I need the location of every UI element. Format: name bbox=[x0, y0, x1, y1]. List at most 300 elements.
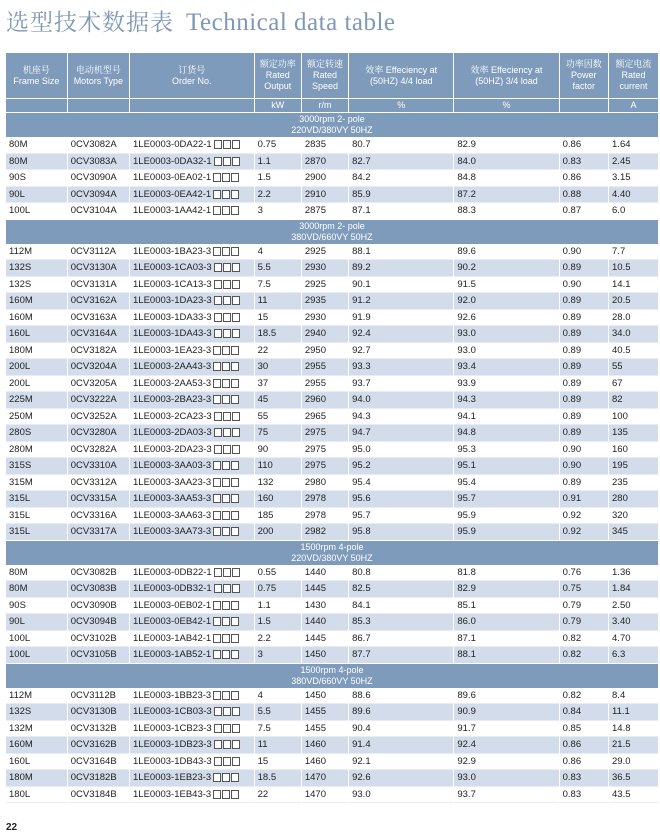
table-cell bbox=[6, 737, 67, 754]
cell-value: 29.0 bbox=[612, 755, 631, 767]
table-cell bbox=[559, 753, 608, 770]
table-cell bbox=[349, 425, 454, 442]
table-cell bbox=[67, 326, 129, 343]
cell-value: 2975 bbox=[304, 460, 326, 472]
cell-value: 1LE0003-0EB02-1 bbox=[133, 599, 212, 611]
table-cell bbox=[349, 186, 454, 203]
table-cell bbox=[454, 186, 559, 203]
table-row bbox=[6, 186, 658, 203]
order-option-boxes bbox=[213, 475, 240, 490]
table-cell bbox=[130, 359, 255, 376]
cell-value: 7.7 bbox=[612, 245, 626, 257]
table-cell bbox=[454, 137, 559, 153]
option-box-icon bbox=[231, 527, 239, 536]
cell-value: 0CV3312A bbox=[70, 476, 117, 488]
cell-value: 3.40 bbox=[612, 616, 631, 628]
table-cell bbox=[301, 491, 348, 508]
cell-value: 92.0 bbox=[457, 295, 476, 307]
table-cell bbox=[67, 647, 129, 664]
table-row bbox=[6, 565, 658, 581]
option-box-icon bbox=[213, 773, 221, 782]
option-box-icon bbox=[232, 140, 240, 149]
table-cell bbox=[254, 359, 301, 376]
cell-value: 22 bbox=[257, 788, 269, 800]
table-cell bbox=[67, 614, 129, 631]
table-cell bbox=[609, 293, 658, 310]
table-cell bbox=[67, 293, 129, 310]
table-cell bbox=[130, 786, 255, 803]
option-box-icon bbox=[232, 412, 240, 421]
table-cell bbox=[609, 276, 658, 293]
cell-value: 87.2 bbox=[457, 188, 476, 200]
cell-value: 0.79 bbox=[562, 616, 582, 628]
table-cell bbox=[6, 491, 67, 508]
table-cell bbox=[609, 408, 658, 425]
table-cell bbox=[6, 260, 67, 277]
cell-value: 55 bbox=[612, 361, 623, 373]
cell-value: 0CV3094B bbox=[70, 616, 117, 628]
table-row bbox=[6, 737, 658, 754]
table-cell bbox=[609, 170, 658, 187]
cell-value: 2975 bbox=[304, 443, 326, 455]
cell-value: 0.86 bbox=[562, 139, 582, 151]
cell-value: 2.45 bbox=[612, 155, 631, 167]
table-cell bbox=[454, 704, 559, 721]
table-cell bbox=[254, 581, 301, 598]
table-cell bbox=[609, 720, 658, 737]
cell-value: 92.9 bbox=[457, 755, 476, 767]
cell-value: 0.83 bbox=[562, 772, 582, 784]
order-option-boxes bbox=[214, 442, 241, 457]
cell-value: 30 bbox=[257, 361, 269, 373]
option-box-icon bbox=[231, 494, 239, 503]
table-cell bbox=[254, 458, 301, 475]
cell-value: 1LE0003-0DB32-1 bbox=[133, 583, 212, 595]
table-row bbox=[6, 359, 658, 376]
cell-value: 0CV3102B bbox=[70, 632, 117, 644]
cell-value: 0.89 bbox=[562, 394, 582, 406]
cell-value: 1LE0003-1CB03-3 bbox=[133, 706, 212, 718]
option-box-icon bbox=[231, 691, 239, 700]
order-option-boxes bbox=[214, 754, 241, 769]
table-cell bbox=[609, 203, 658, 220]
table-cell bbox=[559, 375, 608, 392]
cell-value: 88.1 bbox=[352, 245, 371, 257]
cell-value: 0.89 bbox=[562, 262, 582, 274]
cell-value: 93.3 bbox=[352, 361, 371, 373]
cell-value: 84.1 bbox=[352, 599, 371, 611]
option-box-icon bbox=[231, 511, 239, 520]
table-cell bbox=[609, 491, 658, 508]
order-option-boxes bbox=[213, 524, 240, 539]
table-cell bbox=[254, 375, 301, 392]
cell-value: 160 bbox=[257, 493, 274, 505]
table-cell bbox=[6, 474, 67, 491]
cell-value: 1LE0003-1BA23-3 bbox=[133, 245, 212, 257]
table-cell bbox=[349, 614, 454, 631]
option-box-icon bbox=[231, 601, 239, 610]
unit-cell: kW bbox=[254, 99, 301, 113]
option-box-icon bbox=[232, 280, 240, 289]
cell-value: 92.4 bbox=[457, 739, 476, 751]
cell-value: 160 bbox=[612, 443, 628, 455]
table-cell bbox=[6, 720, 67, 737]
option-box-icon bbox=[214, 757, 222, 766]
option-box-icon bbox=[231, 395, 239, 404]
table-cell bbox=[254, 630, 301, 647]
cell-value: 93.0 bbox=[457, 772, 476, 784]
column-header-cn: 额定电流 bbox=[615, 59, 652, 69]
cell-value: 0.83 bbox=[562, 788, 582, 800]
option-box-icon bbox=[232, 757, 240, 766]
table-cell bbox=[559, 688, 608, 704]
table-cell bbox=[559, 276, 608, 293]
cell-value: 90.2 bbox=[457, 262, 476, 274]
option-box-icon bbox=[231, 617, 239, 626]
cell-value: 94.3 bbox=[352, 410, 371, 422]
option-box-icon bbox=[222, 790, 230, 799]
option-box-icon bbox=[213, 362, 221, 371]
option-box-icon bbox=[231, 634, 239, 643]
cell-value: 92.6 bbox=[457, 311, 476, 323]
column-header-cn: 机座号 bbox=[22, 64, 50, 75]
cell-value: 3.15 bbox=[612, 172, 631, 184]
option-box-icon bbox=[232, 740, 240, 749]
table-cell bbox=[559, 507, 608, 524]
table-cell bbox=[609, 137, 658, 153]
table-cell bbox=[130, 408, 255, 425]
cell-value: 1LE0003-1DA43-3 bbox=[133, 328, 212, 340]
cell-value: 6.0 bbox=[612, 205, 626, 217]
table-row bbox=[6, 309, 658, 326]
table-cell bbox=[454, 581, 559, 598]
cell-value: 7.5 bbox=[257, 722, 271, 734]
cell-value: 0CV3132B bbox=[70, 722, 117, 734]
order-option-boxes bbox=[214, 704, 241, 719]
table-cell bbox=[67, 137, 129, 153]
unit-cell: % bbox=[454, 99, 559, 113]
table-row bbox=[6, 474, 658, 491]
option-box-icon bbox=[222, 173, 230, 182]
cell-value: 180L bbox=[9, 788, 31, 800]
cell-value: 132 bbox=[257, 476, 274, 488]
table-cell bbox=[6, 458, 67, 475]
option-box-icon bbox=[223, 263, 231, 272]
option-box-icon bbox=[223, 329, 231, 338]
table-cell bbox=[254, 474, 301, 491]
cell-value: 86.7 bbox=[352, 632, 371, 644]
cell-value: 0.84 bbox=[562, 706, 582, 718]
cell-value: 87.7 bbox=[352, 649, 371, 661]
table-cell bbox=[254, 260, 301, 277]
order-option-boxes bbox=[214, 293, 241, 308]
table-cell bbox=[254, 524, 301, 541]
table-cell bbox=[559, 565, 608, 581]
order-option-boxes bbox=[214, 310, 241, 325]
cell-value: 0.90 bbox=[562, 245, 582, 257]
table-cell bbox=[301, 441, 348, 458]
table-cell bbox=[609, 186, 658, 203]
table-cell bbox=[301, 704, 348, 721]
table-cell bbox=[559, 581, 608, 598]
table-cell bbox=[454, 630, 559, 647]
table-cell bbox=[454, 408, 559, 425]
table-cell bbox=[67, 441, 129, 458]
option-box-icon bbox=[232, 724, 240, 733]
table-row bbox=[6, 507, 658, 524]
option-box-icon bbox=[222, 478, 230, 487]
cell-value: 1LE0003-3AA23-3 bbox=[133, 476, 212, 488]
table-cell bbox=[559, 770, 608, 787]
table-cell bbox=[349, 326, 454, 343]
option-box-icon bbox=[223, 296, 231, 305]
column-header-cn: 效率 Effeciency at bbox=[365, 64, 438, 75]
cell-value: 0CV3280A bbox=[70, 427, 117, 439]
cell-value: 1LE0003-2AA43-3 bbox=[133, 361, 212, 373]
table-cell bbox=[301, 359, 348, 376]
table-cell bbox=[301, 186, 348, 203]
cell-value: 92.7 bbox=[352, 344, 371, 356]
table-cell bbox=[67, 203, 129, 220]
table-cell bbox=[609, 392, 658, 409]
table-cell bbox=[559, 474, 608, 491]
order-option-boxes bbox=[213, 787, 240, 802]
order-option-boxes bbox=[213, 491, 240, 506]
cell-value: 180M bbox=[9, 344, 33, 356]
table-cell bbox=[67, 597, 129, 614]
option-box-icon bbox=[213, 527, 221, 536]
column-header bbox=[559, 53, 608, 99]
table-cell bbox=[301, 565, 348, 581]
table-cell bbox=[349, 137, 454, 153]
table-cell bbox=[454, 326, 559, 343]
cell-value: 2925 bbox=[304, 245, 326, 257]
cell-value: 80M bbox=[9, 139, 28, 151]
cell-value: 95.2 bbox=[352, 460, 371, 472]
table-cell bbox=[130, 326, 255, 343]
cell-value: 85.9 bbox=[352, 188, 371, 200]
header-row bbox=[6, 53, 658, 99]
table-cell bbox=[254, 786, 301, 803]
cell-value: 1LE0003-2DA23-3 bbox=[133, 443, 212, 455]
table-cell bbox=[609, 441, 658, 458]
table-cell bbox=[130, 425, 255, 442]
cell-value: 82.5 bbox=[352, 583, 371, 595]
cell-value: 1455 bbox=[304, 722, 326, 734]
option-box-icon bbox=[222, 511, 230, 520]
cell-value: 1LE0003-3AA53-3 bbox=[133, 493, 212, 505]
cell-value: 84.8 bbox=[457, 172, 476, 184]
table-cell bbox=[254, 425, 301, 442]
cell-value: 0.75 bbox=[257, 139, 277, 151]
cell-value: 82.9 bbox=[457, 583, 476, 595]
cell-value: 2875 bbox=[304, 205, 326, 217]
table-cell bbox=[301, 474, 348, 491]
table-cell bbox=[6, 153, 67, 170]
cell-value: 1LE0003-3AA63-3 bbox=[133, 509, 212, 521]
table-cell bbox=[67, 474, 129, 491]
table-cell bbox=[349, 408, 454, 425]
table-cell bbox=[454, 491, 559, 508]
cell-value: 1LE0003-0EA02-1 bbox=[133, 172, 212, 184]
cell-value: 160M bbox=[9, 739, 33, 751]
table-cell bbox=[6, 326, 67, 343]
cell-value: 160M bbox=[9, 311, 33, 323]
column-header bbox=[609, 53, 658, 99]
table-cell bbox=[559, 186, 608, 203]
cell-value: 94.1 bbox=[457, 410, 476, 422]
cell-value: 132S bbox=[9, 278, 32, 290]
cell-value: 40.5 bbox=[612, 344, 631, 356]
order-option-boxes bbox=[214, 409, 241, 424]
title-chinese: 选型技术数据表 bbox=[6, 10, 174, 36]
cell-value: 195 bbox=[612, 460, 628, 472]
cell-value: 0.75 bbox=[257, 583, 277, 595]
cell-value: 0.89 bbox=[562, 295, 582, 307]
table-cell bbox=[130, 293, 255, 310]
cell-value: 95.0 bbox=[352, 443, 371, 455]
table-cell bbox=[6, 309, 67, 326]
cell-value: 0CV3205A bbox=[70, 377, 117, 389]
table-cell bbox=[67, 565, 129, 581]
table-row bbox=[6, 170, 658, 187]
option-box-icon bbox=[222, 346, 230, 355]
table-cell bbox=[130, 276, 255, 293]
cell-value: 37 bbox=[257, 377, 269, 389]
table-cell bbox=[609, 565, 658, 581]
order-option-boxes bbox=[213, 458, 240, 473]
option-box-icon bbox=[214, 428, 222, 437]
cell-value: 94.0 bbox=[352, 394, 371, 406]
section-header bbox=[6, 663, 658, 688]
table-cell bbox=[67, 458, 129, 475]
table-cell bbox=[609, 260, 658, 277]
table-cell bbox=[454, 153, 559, 170]
table-cell bbox=[67, 688, 129, 704]
cell-value: 89.6 bbox=[457, 689, 476, 701]
table-row bbox=[6, 293, 658, 310]
table-cell bbox=[67, 753, 129, 770]
table-cell bbox=[349, 704, 454, 721]
cell-value: 93.4 bbox=[457, 361, 476, 373]
cell-value: 2955 bbox=[304, 377, 326, 389]
cell-value: 11.1 bbox=[612, 706, 630, 718]
cell-value: 87.1 bbox=[352, 205, 371, 217]
cell-value: 1.1 bbox=[257, 599, 271, 611]
table-cell bbox=[349, 597, 454, 614]
table-cell bbox=[6, 630, 67, 647]
cell-value: 1LE0003-1EA23-3 bbox=[133, 344, 212, 356]
table-cell bbox=[130, 720, 255, 737]
table-row bbox=[6, 392, 658, 409]
table-cell bbox=[67, 770, 129, 787]
cell-value: 0CV3164B bbox=[70, 755, 117, 767]
cell-value: 93.7 bbox=[457, 788, 476, 800]
option-box-icon bbox=[214, 584, 222, 593]
table-cell bbox=[349, 581, 454, 598]
table-cell bbox=[349, 170, 454, 187]
option-box-icon bbox=[214, 707, 222, 716]
table-cell bbox=[609, 753, 658, 770]
table-cell bbox=[301, 737, 348, 754]
cell-value: 2.2 bbox=[257, 632, 271, 644]
cell-value: 2925 bbox=[304, 278, 326, 290]
table-cell bbox=[6, 375, 67, 392]
cell-value: 93.0 bbox=[352, 788, 371, 800]
table-cell bbox=[349, 153, 454, 170]
cell-value: 2955 bbox=[304, 361, 326, 373]
table-cell bbox=[454, 507, 559, 524]
cell-value: 0.82 bbox=[562, 649, 582, 661]
cell-value: 0CV3105B bbox=[70, 649, 117, 661]
cell-value: 0.89 bbox=[562, 361, 582, 373]
option-box-icon bbox=[213, 691, 221, 700]
order-option-boxes bbox=[213, 203, 240, 218]
cell-value: 90L bbox=[9, 616, 25, 628]
cell-value: 55 bbox=[257, 410, 269, 422]
option-box-icon bbox=[214, 329, 222, 338]
cell-value: 2.50 bbox=[612, 599, 631, 611]
table-cell bbox=[349, 474, 454, 491]
order-option-boxes bbox=[213, 508, 240, 523]
cell-value: 315L bbox=[9, 493, 31, 505]
table-cell bbox=[67, 375, 129, 392]
table-cell bbox=[130, 770, 255, 787]
cell-value: 0.92 bbox=[562, 526, 582, 538]
table-cell bbox=[454, 614, 559, 631]
table-cell bbox=[349, 688, 454, 704]
table-cell bbox=[254, 203, 301, 220]
table-cell bbox=[454, 474, 559, 491]
option-box-icon bbox=[222, 379, 230, 388]
table-cell bbox=[349, 630, 454, 647]
table-cell bbox=[609, 597, 658, 614]
table-cell bbox=[301, 786, 348, 803]
table-cell bbox=[301, 309, 348, 326]
cell-value: 82.7 bbox=[352, 155, 371, 167]
cell-value: 1LE0003-3AA73-3 bbox=[133, 526, 212, 538]
order-option-boxes bbox=[214, 326, 241, 341]
table-row bbox=[6, 524, 658, 541]
cell-value: 18.5 bbox=[257, 328, 277, 340]
table-cell bbox=[454, 359, 559, 376]
cell-value: 3 bbox=[257, 649, 263, 661]
table-cell bbox=[609, 524, 658, 541]
cell-value: 14.8 bbox=[612, 722, 631, 734]
cell-value: 4 bbox=[257, 689, 263, 701]
option-box-icon bbox=[231, 478, 239, 487]
table-row bbox=[6, 260, 658, 277]
cell-value: 1.36 bbox=[612, 566, 631, 578]
table-cell bbox=[301, 244, 348, 260]
cell-value: 91.9 bbox=[352, 311, 371, 323]
cell-value: 5.5 bbox=[257, 262, 271, 274]
cell-value: 95.7 bbox=[352, 509, 371, 521]
cell-value: 0CV3316A bbox=[70, 509, 117, 521]
cell-value: 1LE0003-1CB23-3 bbox=[133, 722, 212, 734]
cell-value: 1.1 bbox=[257, 155, 271, 167]
cell-value: 1430 bbox=[304, 599, 326, 611]
table-cell bbox=[130, 630, 255, 647]
table-cell bbox=[6, 688, 67, 704]
table-body bbox=[6, 113, 658, 803]
cell-value: 100L bbox=[9, 649, 31, 661]
table-cell bbox=[609, 786, 658, 803]
option-box-icon bbox=[214, 157, 222, 166]
cell-value: 225M bbox=[9, 394, 33, 406]
table-row bbox=[6, 425, 658, 442]
table-cell bbox=[609, 704, 658, 721]
